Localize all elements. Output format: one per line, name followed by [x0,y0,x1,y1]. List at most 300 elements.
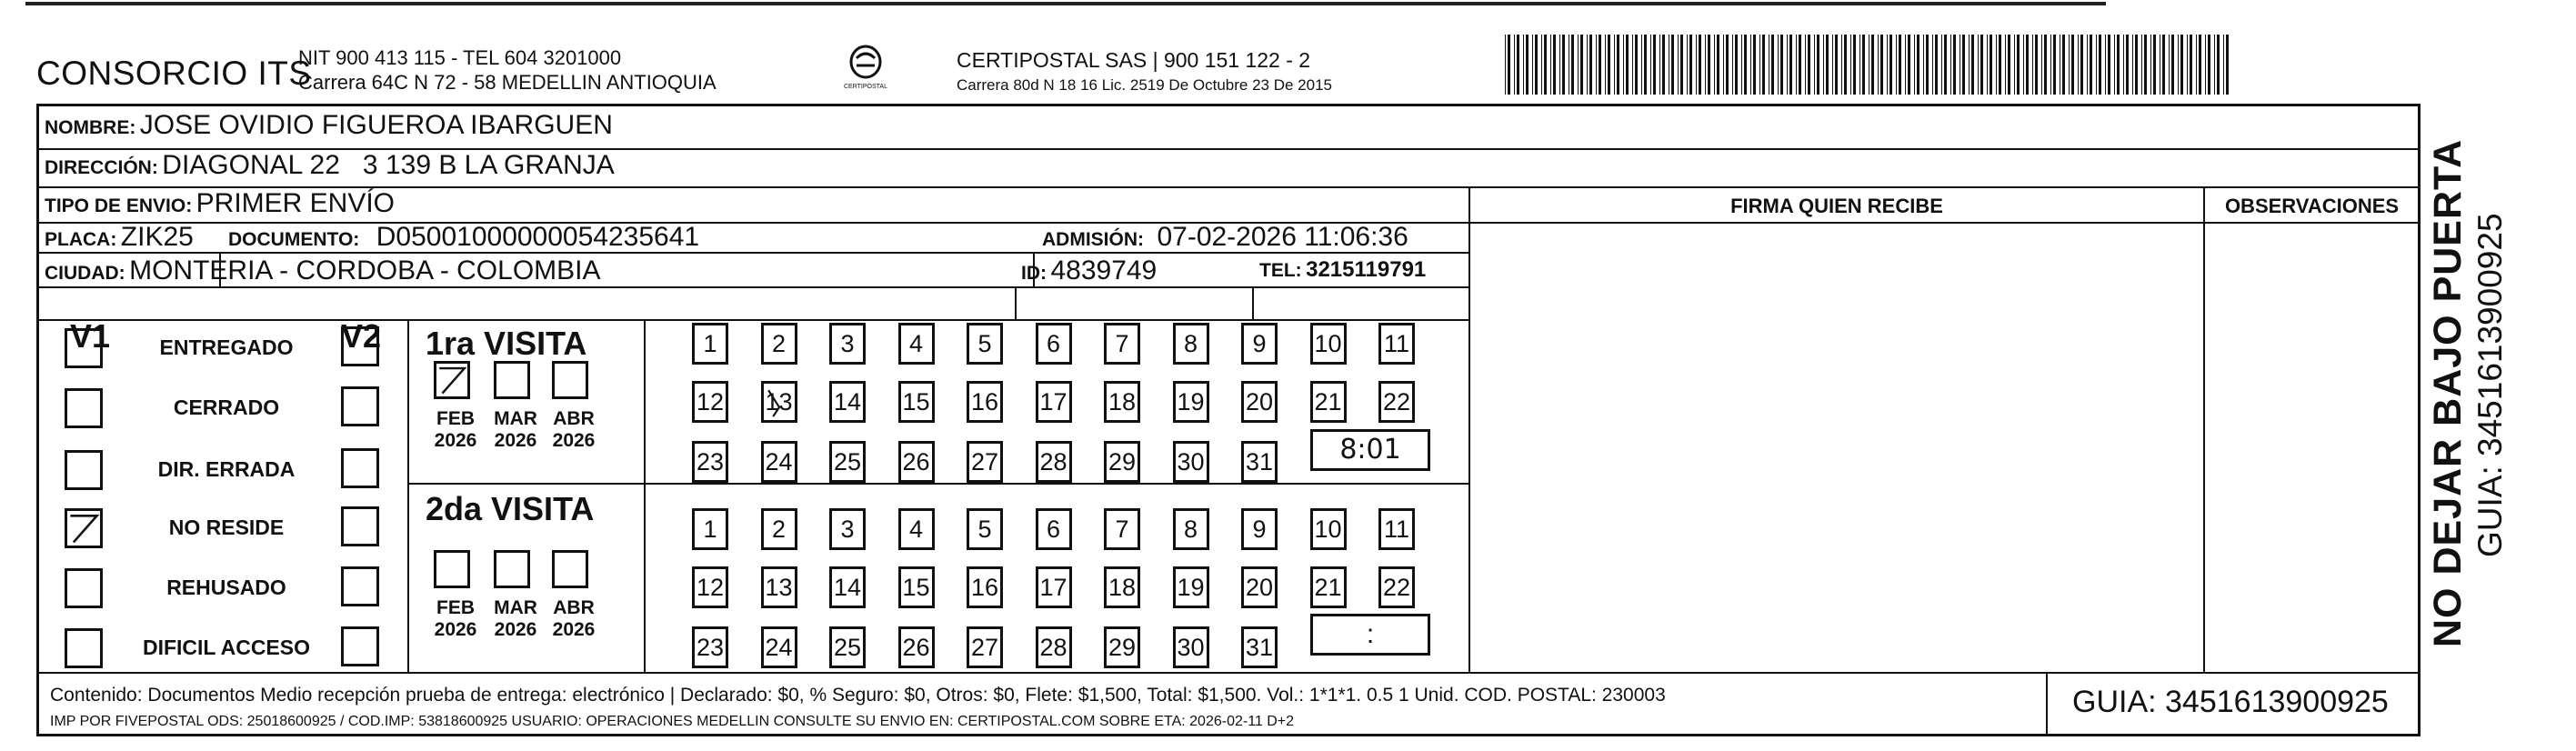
barcode-bar [2144,35,2147,95]
barcode-bar [1850,35,1851,95]
placa-label: PLACA: [45,229,117,250]
day-number: 19 [1177,388,1205,416]
v2-checkbox[interactable] [341,386,379,426]
day-box[interactable] [1310,323,1347,365]
month-name: MAR [494,408,537,429]
day-box[interactable] [1241,566,1278,608]
barcode-bar [2069,35,2070,95]
barcode-bar [1699,35,1701,95]
shipping-form [36,104,2421,736]
day-box[interactable] [1104,566,1140,608]
day-box[interactable] [692,381,728,423]
ciudad-label: CIUDAD: [45,263,125,284]
barcode-bar [1705,35,1706,95]
barcode-bar [2108,35,2110,95]
rule [407,483,1468,485]
tel-field [1259,257,1426,283]
documento-value: D05001000000054235641 [376,222,700,252]
no-dejar-bajo-puerta: NO DEJAR BAJO PUERTA [2426,138,2470,647]
day-box[interactable] [1104,508,1140,550]
barcode-bar [2132,35,2133,95]
day-box[interactable] [898,441,935,483]
month-label [545,408,603,452]
direccion-field [45,150,615,181]
barcode-bar [1853,35,1856,95]
barcode-bar [1780,35,1783,95]
barcode-bar [1996,35,1997,95]
day-box[interactable] [1310,566,1347,608]
company-info [298,45,717,95]
barcode-bar [2050,35,2051,95]
barcode-bar [2023,35,2024,95]
day-number: 4 [908,330,924,357]
v1-checkbox[interactable] [65,388,103,428]
top-rule [25,2,2106,5]
month-name: FEB [436,597,475,618]
rule [39,319,1468,321]
v1-label: V1 [70,317,111,355]
barcode-bar [2199,35,2201,95]
first-visit-title: 1ra VISITA [426,325,587,362]
day-box[interactable] [692,626,728,668]
cert-sub-line: Carrera 80d N 18 16 Lic. 2519 De Octubre 23 De 2015 [957,76,1332,94]
month-year: 2026 [434,430,477,451]
barcode-bar [1880,35,1883,95]
barcode-bar [1950,35,1951,95]
day-number: 3 [840,516,855,543]
day-number: 10 [1314,516,1342,543]
direccion-label: DIRECCIÓN: [45,157,158,178]
day-box[interactable] [1241,323,1278,365]
observaciones-header: OBSERVACIONES [2224,195,2400,217]
v2-label: V2 [341,317,382,355]
barcode-bar [2150,35,2151,95]
day-number: 5 [977,516,992,543]
barcode-bar [1614,35,1615,95]
barcode-bar [1505,35,1506,95]
nit-line: NIT 900 413 115 - TEL 604 3201000 [298,46,622,69]
cert-line: CERTIPOSTAL SAS | 900 151 122 - 2 [957,48,1311,72]
barcode-bar [1596,35,1597,95]
day-number: 25 [833,634,862,661]
barcode-bar [1650,35,1651,95]
day-number: 14 [833,388,862,416]
month-label [426,408,485,452]
barcode-bar [1517,35,1519,95]
barcode-bar [2005,35,2006,95]
barcode-bar [1905,35,1906,95]
barcode-bar [2141,35,2142,95]
certipostal-seal-icon [837,42,895,95]
day-box[interactable] [1241,441,1278,483]
barcode-bar [1544,35,1547,95]
day-box[interactable] [692,508,728,550]
day-box[interactable] [829,323,866,365]
day-number: 7 [1115,330,1129,357]
address-line: Carrera 64C N 72 - 58 MEDELLIN ANTIOQUIA [298,71,717,94]
day-number: 3 [840,330,855,357]
barcode-bar [1653,35,1656,95]
barcode-bar [2105,35,2106,95]
barcode-bar [1805,35,1806,95]
day-number: 21 [1314,388,1342,416]
v2-checkbox[interactable] [341,566,379,606]
day-box[interactable] [1104,381,1140,423]
barcode-bar [1771,35,1774,95]
barcode-bar [1835,35,1838,95]
barcode-bar [1908,35,1910,95]
barcode-bar [1632,35,1633,95]
day-box[interactable] [1173,566,1209,608]
day-box[interactable] [761,381,797,423]
barcode-bar [1608,35,1610,95]
barcode-bar [1732,35,1733,95]
barcode-bar [1750,35,1751,95]
admision-value: 07-02-2026 11:06:36 [1157,222,1408,252]
seal-caption: CERTIPOSTAL [844,84,887,90]
first-visit-time[interactable] [1310,429,1430,471]
day-box[interactable] [967,626,1003,668]
barcode-bar [1787,35,1788,95]
month-name: MAR [494,597,537,618]
barcode-bar [2126,35,2129,95]
day-box[interactable] [898,323,935,365]
barcode-bar [2205,35,2206,95]
v1-checkbox[interactable] [65,328,103,368]
day-number: 17 [1039,388,1067,416]
barcode-bar [2071,35,2074,95]
day-number: 20 [1245,388,1274,416]
day-number: 27 [970,448,999,476]
barcode-bar [1553,35,1556,95]
id-value: 4839749 [1050,255,1158,285]
barcode-bar [1978,35,1979,95]
documento-field [228,222,699,253]
barcode-bar [1887,35,1888,95]
ciudad-value: MONTERIA - CORDOBA - COLOMBIA [129,255,601,285]
v1-checkbox[interactable] [65,450,103,490]
barcode-bar [1944,35,1947,95]
barcode-bar [1541,35,1542,95]
month-checkbox[interactable] [552,550,588,588]
rule [407,319,409,672]
day-box[interactable] [692,441,728,483]
barcode-bar [2123,35,2124,95]
day-box[interactable] [829,508,866,550]
day-box[interactable] [692,566,728,608]
barcode-bar [1862,35,1865,95]
day-box[interactable] [1241,626,1278,668]
barcode-bar [1562,35,1565,95]
month-name: FEB [436,408,475,429]
month-checkbox[interactable] [494,550,530,588]
day-number: 2 [771,516,787,543]
guia-footer: GUIA: 3451613900925 [2072,685,2389,719]
day-box[interactable] [1173,441,1209,483]
barcode-bar [1532,35,1533,95]
month-year: 2026 [494,430,537,451]
day-box[interactable] [1241,381,1278,423]
day-box[interactable] [967,323,1003,365]
day-number: 22 [1382,388,1411,416]
barcode-bar [1990,35,1992,95]
barcode-bar [1796,35,1797,95]
barcode-bar [2178,35,2179,95]
day-box[interactable] [898,626,935,668]
day-number: 1 [703,516,717,543]
month-checkbox[interactable] [434,361,470,399]
barcode-bar [2135,35,2138,95]
barcode-bar [1535,35,1538,95]
barcode-bar [1526,35,1529,95]
barcode-bar [1844,35,1847,95]
v1-checkbox[interactable] [65,568,103,608]
v2-checkbox[interactable] [341,626,379,666]
day-number: 31 [1245,448,1274,476]
barcode-bar [1935,35,1938,95]
day-box[interactable] [967,441,1003,483]
barcode-bar [1635,35,1638,95]
day-box[interactable] [1036,441,1072,483]
month-year: 2026 [494,619,537,640]
day-box[interactable] [1173,381,1209,423]
day-box[interactable] [967,381,1003,423]
barcode-bar [2080,35,2083,95]
barcode-bar [1514,35,1515,95]
day-number: 12 [696,574,725,601]
month-name: ABR [553,597,595,618]
day-number: 24 [765,448,793,476]
barcode-bar [1508,35,1510,95]
day-box[interactable] [1310,381,1347,423]
month-label [486,408,545,452]
nombre-field [45,110,613,141]
v2-checkbox[interactable] [341,506,379,546]
placa-value: ZIK25 [120,222,194,252]
day-box[interactable] [761,441,797,483]
barcode-bar [1687,35,1688,95]
day-box[interactable] [1104,323,1140,365]
day-box[interactable] [1173,626,1209,668]
barcode-bar [2226,35,2229,95]
brand-name: CONSORCIO ITS [36,55,312,92]
barcode-bar [2196,35,2197,95]
barcode-bar [1841,35,1842,95]
day-box[interactable] [1378,508,1415,550]
barcode-bar [1778,35,1779,95]
day-box[interactable] [1036,323,1072,365]
barcode-bar [2090,35,2092,95]
barcode-bar [2008,35,2010,95]
day-number: 6 [1046,330,1061,357]
month-checkbox[interactable] [552,361,588,399]
month-label [545,597,603,641]
day-box[interactable] [829,566,866,608]
barcode-bar [2087,35,2088,95]
barcode-bar [2035,35,2038,95]
impresion-line: IMP POR FIVEPOSTAL ODS: 25018600925 / COD.IMP: 53818600925 USUARIO: OPERACIONES MEDELLIN CONSULTE SU ENVIO EN: CERTIPOSTAL.COM SOBRE ETA: 2026-02-11 D+2 [50,714,1295,729]
month-year: 2026 [434,619,477,640]
barcode-bar [2026,35,2029,95]
nombre-label: NOMBRE: [45,117,136,138]
day-box[interactable] [829,441,866,483]
barcode-bar [1941,35,1942,95]
barcode-bar [1689,35,1692,95]
rule [39,672,2419,674]
day-number: 13 [765,388,793,416]
day-number: 17 [1039,574,1067,601]
tel-label: TEL: [1259,260,1302,281]
barcode-bar [1917,35,1919,95]
barcode-bar [1980,35,1983,95]
barcode-bar [1723,35,1724,95]
barcode-bar [2208,35,2210,95]
day-number: 30 [1177,448,1205,476]
barcode-bar [2114,35,2115,95]
barcode-bar [2053,35,2056,95]
day-box[interactable] [761,566,797,608]
barcode-bar [1678,35,1679,95]
rule [1252,286,1254,319]
day-number: 28 [1039,634,1067,661]
day-box[interactable] [967,508,1003,550]
tel-value: 3215119791 [1306,257,1427,282]
day-number: 24 [765,634,793,661]
barcode-bar [2032,35,2033,95]
first-visit-time-value: 8:01 [1339,434,1401,466]
day-number: 4 [908,516,924,543]
rule [1015,286,1017,319]
second-visit-time[interactable] [1310,614,1430,656]
day-box[interactable] [1104,626,1140,668]
rule [1468,186,1470,672]
day-number: 25 [833,448,862,476]
barcode-bar [2223,35,2224,95]
v1-checkbox[interactable] [65,628,103,668]
barcode-bar [1823,35,1824,95]
contenido-line: Contenido: Documentos Medio recepción prueba de entrega: electrónico | Declarado: $0, % Seguro: $0, Otros: $0, Flete: $1,500, Total: $1,500. Vol.: 1*1*1. 0.5 1 Unid. COD. POSTAL: 230003 [50,685,1666,706]
tipo-envio-value: PRIMER ENVÍO [195,188,396,218]
day-number: 14 [833,574,862,601]
barcode [1505,35,2232,95]
day-box[interactable] [1036,566,1072,608]
day-box[interactable] [1378,381,1415,423]
barcode-bar [2190,35,2192,95]
barcode-bar [2171,35,2174,95]
v2-checkbox[interactable] [341,448,379,488]
day-box[interactable] [829,381,866,423]
barcode-bar [1714,35,1715,95]
barcode-bar [1626,35,1629,95]
day-box[interactable] [1036,508,1072,550]
day-number: 8 [1183,330,1198,357]
day-number: 16 [970,574,999,601]
month-checkbox[interactable] [434,550,470,588]
certipostal-info [957,47,1332,98]
barcode-bar [2041,35,2042,95]
reason-label: DIFICIL ACCESO [142,636,310,659]
month-checkbox[interactable] [494,361,530,399]
day-box[interactable] [1241,508,1278,550]
day-box[interactable] [1378,566,1415,608]
v1-checkbox[interactable] [65,508,103,548]
day-box[interactable] [692,323,728,365]
tipo-envio-label: TIPO DE ENVIO: [45,195,193,216]
reason-label: CERRADO [173,396,280,419]
day-number: 8 [1183,516,1198,543]
barcode-bar [2187,35,2188,95]
barcode-bar [1696,35,1697,95]
barcode-bar [2062,35,2065,95]
barcode-bar [1587,35,1588,95]
day-box[interactable] [1173,508,1209,550]
day-number: 23 [696,448,725,476]
day-number: 6 [1046,516,1061,543]
day-box[interactable] [898,566,935,608]
day-number: 20 [1245,574,1274,601]
barcode-bar [1708,35,1710,95]
barcode-bar [1826,35,1829,95]
day-box[interactable] [967,566,1003,608]
barcode-bar [1962,35,1965,95]
day-box[interactable] [898,508,935,550]
barcode-bar [2117,35,2120,95]
day-box[interactable] [1104,441,1140,483]
barcode-bar [1896,35,1897,95]
day-box[interactable] [898,381,935,423]
barcode-bar [1580,35,1583,95]
barcode-bar [1759,35,1760,95]
guia-vertical: GUIA: 3451613900925 [2471,213,2509,557]
id-label: ID: [1021,263,1047,284]
day-box[interactable] [829,626,866,668]
day-number: 16 [970,388,999,416]
barcode-bar [2078,35,2079,95]
day-box[interactable] [761,508,797,550]
month-label [426,597,485,641]
day-box[interactable] [1310,508,1347,550]
day-number: 26 [902,448,930,476]
day-box[interactable] [1173,323,1209,365]
barcode-bar [1832,35,1833,95]
day-box[interactable] [1036,381,1072,423]
month-label [486,597,545,641]
day-number: 18 [1108,574,1137,601]
barcode-bar [1817,35,1819,95]
rule [39,286,1468,288]
barcode-bar [1999,35,2001,95]
day-box[interactable] [1036,626,1072,668]
barcode-bar [1617,35,1619,95]
barcode-bar [1659,35,1660,95]
barcode-bar [1859,35,1860,95]
reason-label: DIR. ERRADA [157,457,296,481]
day-box[interactable] [761,323,797,365]
day-number: 1 [703,330,717,357]
v2-checkbox[interactable] [341,326,379,366]
barcode-bar [2162,35,2165,95]
barcode-bar [1753,35,1756,95]
tipo-envio-field [45,188,395,219]
day-box[interactable] [761,626,797,668]
day-box[interactable] [1378,323,1415,365]
reason-label: REHUSADO [166,576,286,599]
day-number: 2 [771,330,787,357]
barcode-bar [1899,35,1901,95]
barcode-bar [1523,35,1524,95]
day-number: 19 [1177,574,1205,601]
barcode-bar [1762,35,1765,95]
